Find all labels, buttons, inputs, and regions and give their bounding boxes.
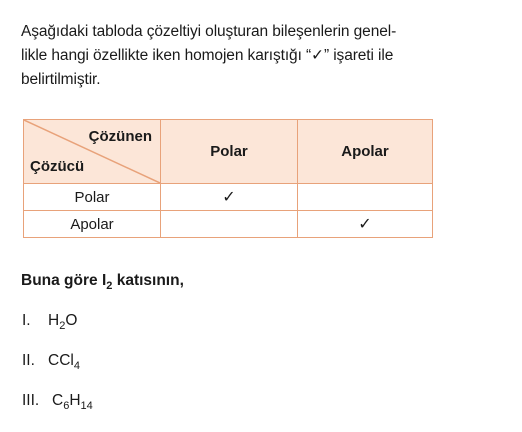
cell-apolar-polar [161,211,298,238]
cell-polar-apolar [298,184,433,211]
row-label-apolar: Apolar [24,211,161,238]
row-label-polar: Polar [24,184,161,211]
formula-part: C [52,392,64,409]
option-formula [52,392,93,410]
check-symbol: ✓ [311,47,324,64]
column-header-label: Çözünen [88,128,152,145]
formula-subscript: 6 [63,400,70,412]
column-header-polar: Polar [161,120,298,184]
intro-line-2-end: ” işareti ile [323,47,394,64]
table-row [24,211,433,238]
option-formula [48,352,80,370]
formula-part: H [48,312,60,329]
option-numeral: II. [22,352,35,369]
column-header-apolar: Apolar [298,120,433,184]
intro-paragraph [21,20,491,92]
formula-subscript: 2 [59,320,66,332]
table-header-row [24,120,433,184]
solubility-table [23,119,433,238]
question-suffix: katısının, [112,272,184,289]
intro-line-3: belirtilmiştir. [21,71,101,88]
option-numeral: III. [22,392,40,409]
formula-part: H [69,392,81,409]
table-row [24,184,433,211]
cell-polar-polar: ✓ [161,184,298,211]
formula-subscript: 4 [73,360,80,372]
formula-part: CCl [48,352,74,369]
intro-line-1: Aşağıdaki tabloda çözeltiyi oluşturan bileşenlerin genel- [21,23,397,40]
row-header-label: Çözücü [30,158,85,175]
formula-subscript: 14 [80,400,93,412]
intro-line-2 [21,44,491,68]
diagonal-header-cell [24,120,161,184]
question-subscript: 2 [106,280,113,292]
option-numeral: I. [22,312,31,329]
option-formula [48,312,77,330]
question-stem [21,272,184,290]
question-prefix: Buna göre I [21,272,107,289]
formula-part: O [65,312,78,329]
cell-apolar-apolar: ✓ [298,211,433,238]
intro-line-2-start: likle hangi özellikte iken homojen karıştığı “ [21,47,312,64]
